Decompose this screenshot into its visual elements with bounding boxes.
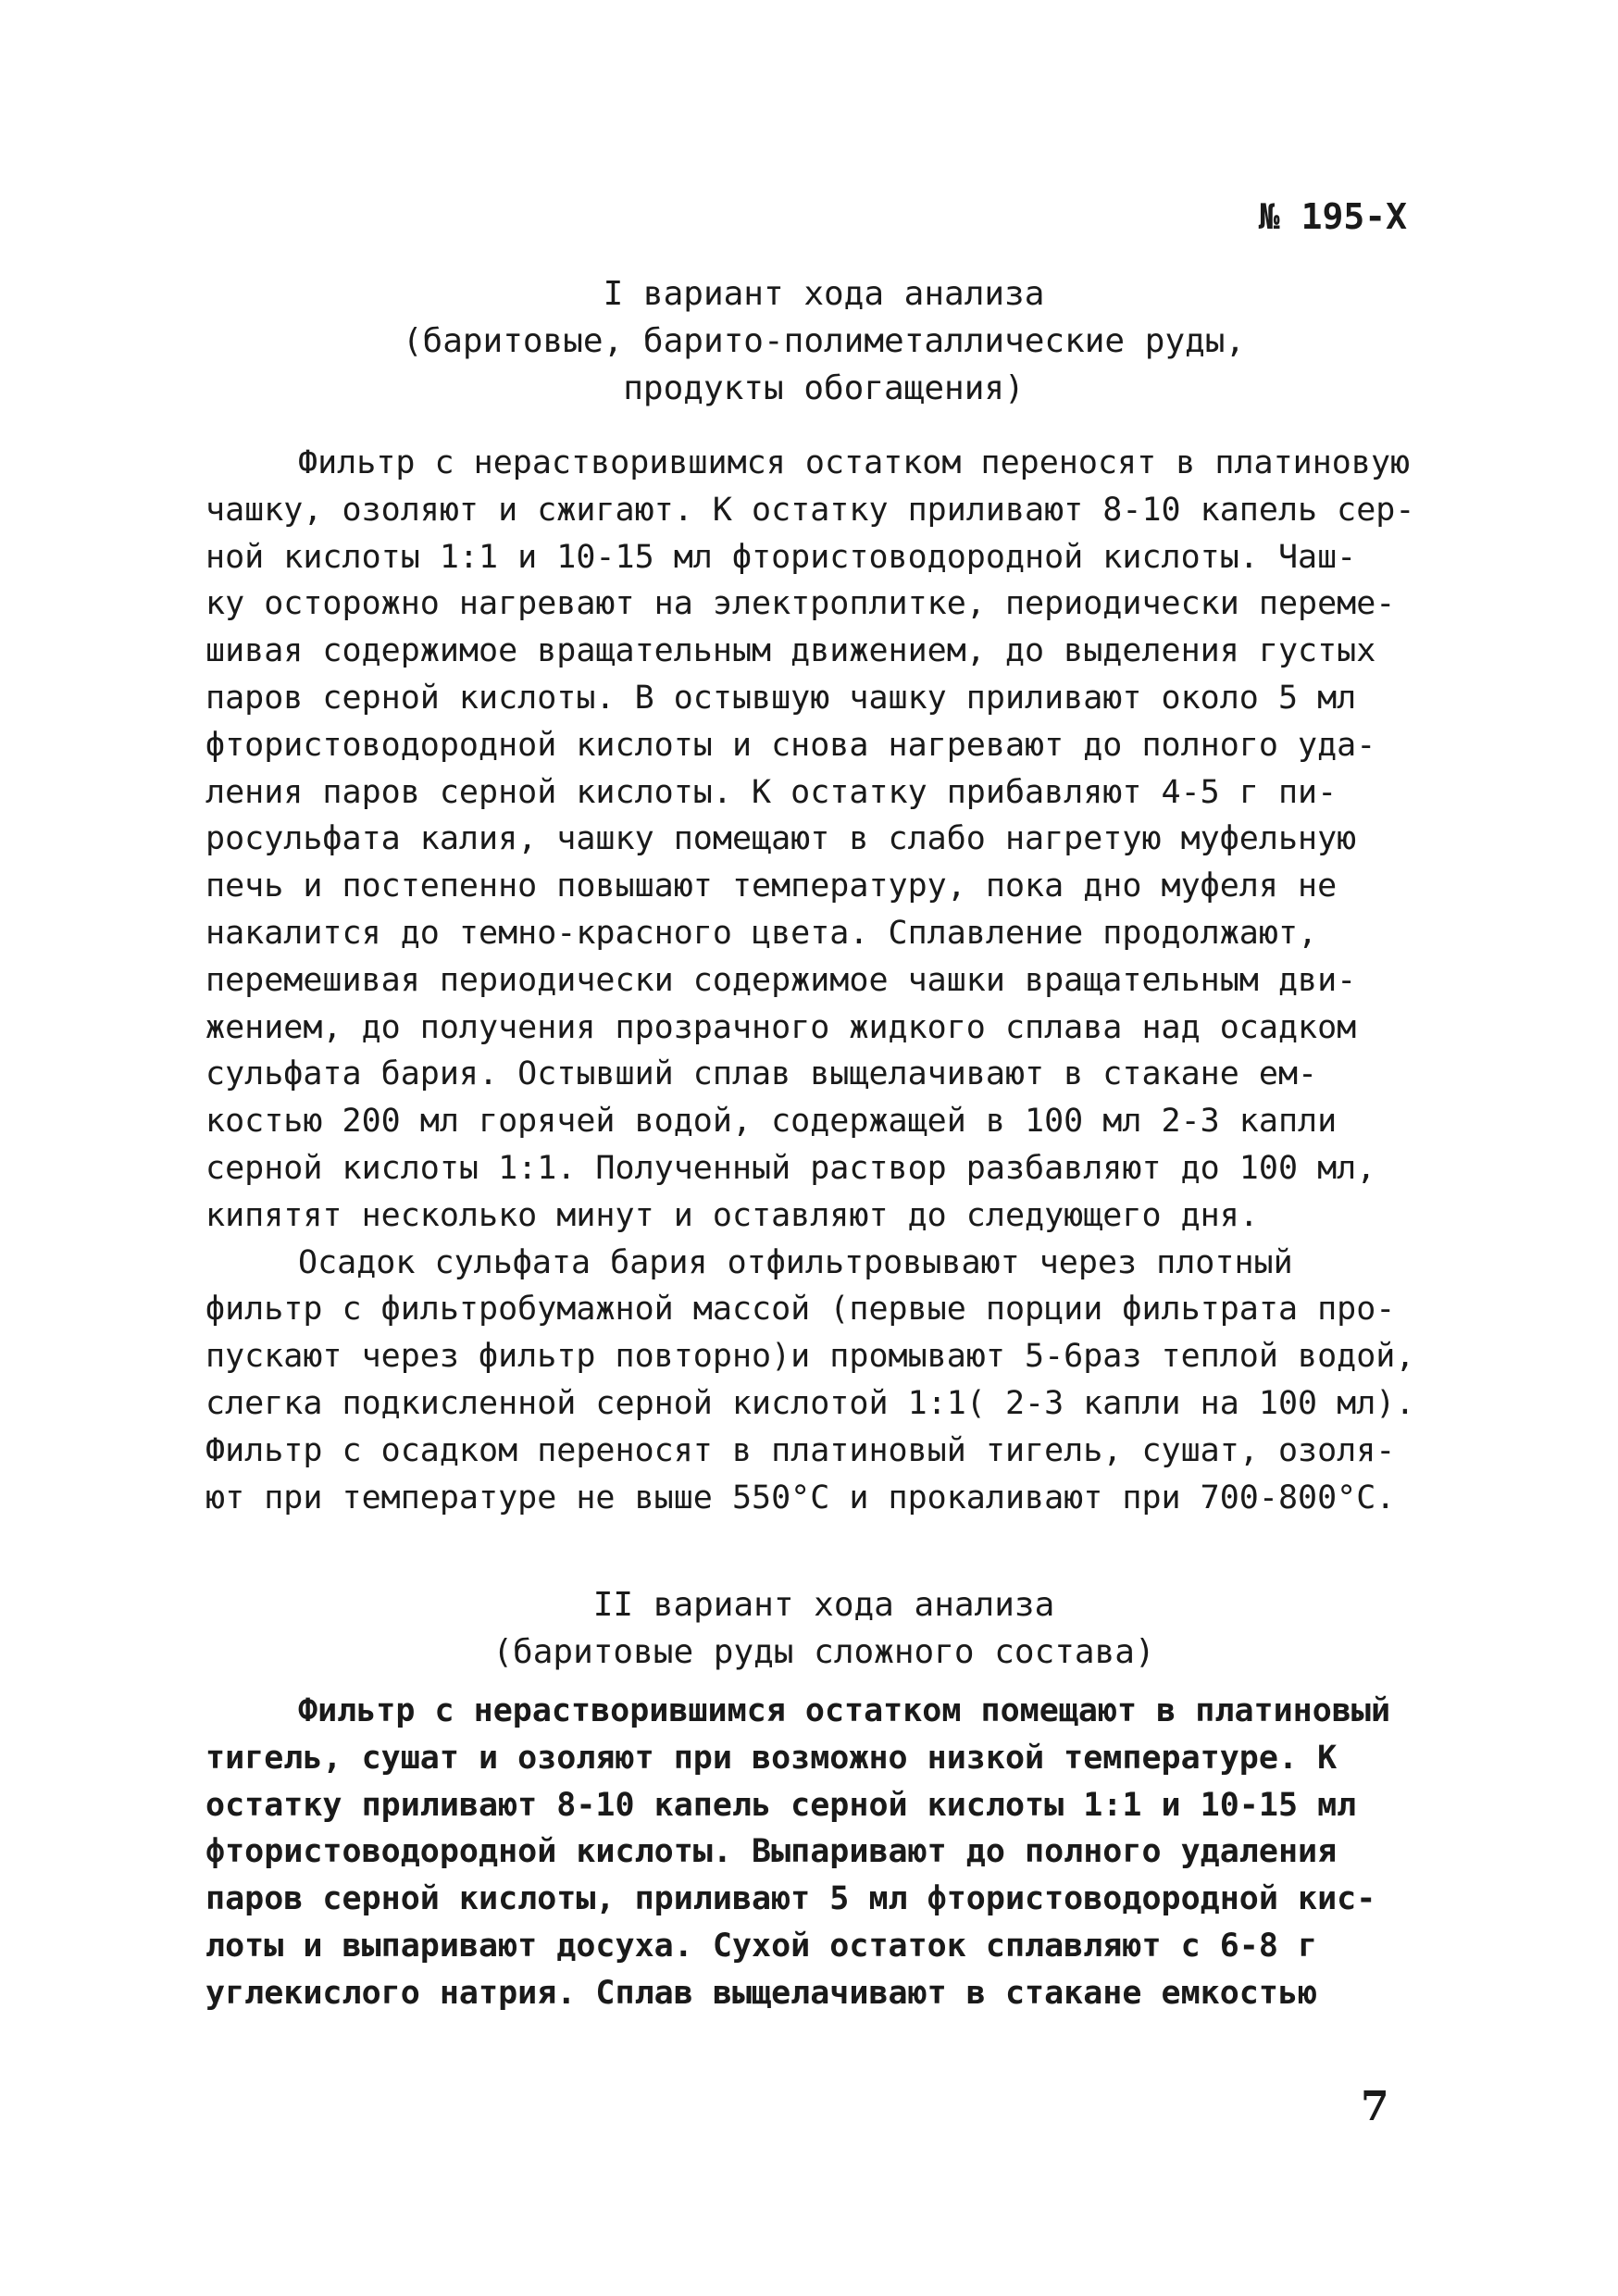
text-line: ку осторожно нагревают на электроплитке, периодически переме- [205,585,1396,623]
text-line: паров серной кислоты, приливают 5 мл фтористоводородной кис- [205,1880,1376,1918]
text-line: фильтр с фильтробумажной массой (первые порции фильтрата про- [205,1291,1396,1329]
text-line: углекислого натрия. Сплав выщелачивают в стакане емкостью [205,1974,1318,2012]
text-line: сульфата бария. Остывший сплав выщелачивают в стакане ем- [205,1055,1318,1093]
text-line: перемешивая периодически содержимое чашки вращательным дви- [205,961,1357,999]
text-line: ют при температуре не выше 550°С и прокаливают при 700-800°С. [205,1479,1396,1516]
text-line: фтористоводородной кислоты. Выпаривают до полного удаления [205,1833,1338,1871]
text-line: тигель, сушат и озоляют при возможно низкой температуре. К [205,1739,1338,1777]
text-line: Фильтр с осадком переносят в платиновый тигель, сушат, озоля- [205,1431,1396,1469]
section-2-title: II вариант хода анализа [592,1586,1055,1624]
text-line: серной кислоты 1:1. Полученный раствор разбавляют до 100 мл, [205,1149,1376,1187]
text-line: жением, до получения прозрачного жидкого сплава над осадком [205,1008,1357,1046]
section-2-subtitle: (баритовые руды сложного состава) [492,1633,1155,1671]
text-line: ной кислоты 1:1 и 10-15 мл фтористоводородной кислоты. Чаш- [205,538,1357,576]
text-line: Осадок сульфата бария отфильтровывают через плотный [298,1243,1293,1281]
text-line: росульфата калия, чашку помещают в слабо нагретую муфельную [205,820,1357,858]
section-2-heading [185,1581,1462,1676]
text-line: кипятят несколько минут и оставляют до следующего дня. [205,1196,1259,1234]
text-line: печь и постепенно повышают температуру, пока дно муфеля не [205,867,1338,905]
text-line: Фильтр с нерастворившимся остатком помещают в платиновый [298,1692,1391,1729]
text-line: фтористоводородной кислоты и снова нагревают до полного уда- [205,726,1376,764]
text-line: лоты и выпаривают досуха. Сухой остаток сплавляют с 6-8 г [205,1927,1318,1965]
section-1-subtitle: продукты обогащения) [623,369,1025,407]
text-line: остатку приливают 8-10 капель серной кислоты 1:1 и 10-15 мл [205,1786,1357,1824]
text-line: паров серной кислоты. В остывшую чашку приливают около 5 мл [205,679,1357,717]
text-line: слегка подкисленной серной кислотой 1:1( 2-3 капли на 100 мл). [205,1384,1415,1422]
text-line: шивая содержимое вращательным движением, до выделения густых [205,632,1376,670]
text-line: ления паров серной кислоты. К остатку прибавляют 4-5 г пи- [205,773,1338,811]
page-number: 7 [1361,2083,1389,2130]
section-1-heading [185,270,1462,412]
section-2-body [205,1688,1390,2017]
document-number: № 195-Х [1258,196,1407,237]
text-line: накалится до темно-красного цвета. Сплавление продолжают, [205,914,1318,952]
section-1-subtitle: (баритовые, барито-полиметаллические руды, [402,322,1246,360]
text-line: костью 200 мл горячей водой, содержащей в 100 мл 2-3 капли [205,1103,1338,1141]
text-line: Фильтр с нерастворившимся остатком переносят в платиновую [298,444,1411,481]
text-line: пускают через фильтр повторно)и промывают 5-6раз теплой водой, [205,1338,1415,1376]
section-1-body [205,440,1414,1521]
text-line: чашку, озоляют и сжигают. К остатку приливают 8-10 капель сер- [205,491,1415,529]
section-1-title: I вариант хода анализа [603,275,1045,313]
